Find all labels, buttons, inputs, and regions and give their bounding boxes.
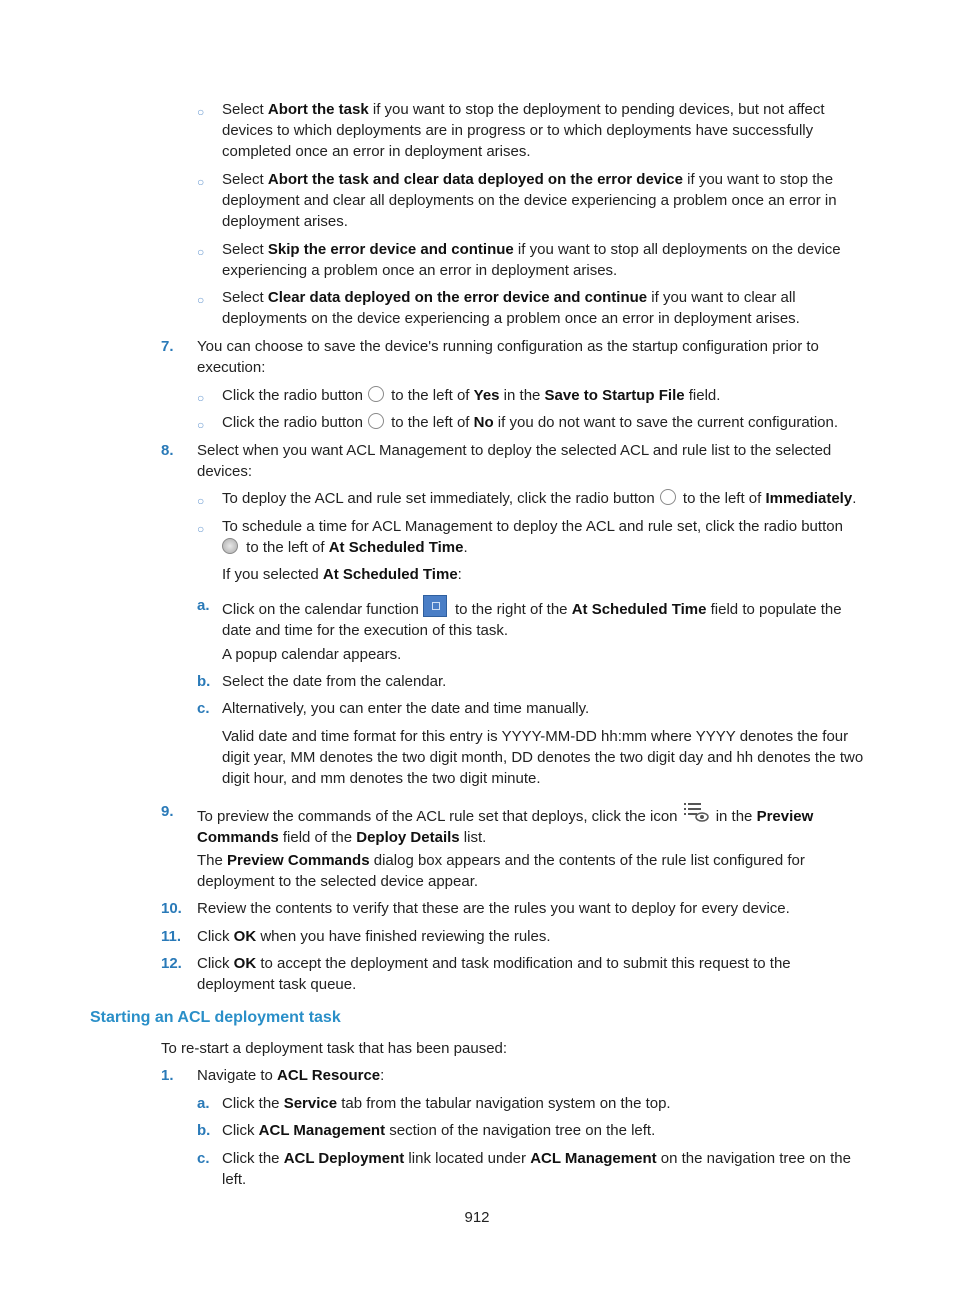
step-number: 10. <box>161 900 182 917</box>
substep-letter: b. <box>197 673 211 690</box>
step-number: 9. <box>161 803 174 820</box>
bullet-icon: ○ <box>197 105 205 119</box>
navigate-step: Navigate to ACL Resource: <box>197 1067 385 1084</box>
radio-button-icon <box>660 489 676 505</box>
acl-management-step: Click ACL Management section of the navigation tree on the left. <box>222 1122 656 1139</box>
substep-letter: c. <box>197 700 210 717</box>
step-8-text: Select when you want ACL Management to deploy the selected ACL and rule list to the selected devices: <box>197 442 832 480</box>
step-11-text: Click OK when you have finished reviewing the rules. <box>197 928 551 945</box>
calendar-icon <box>423 595 447 617</box>
date-format-text: Valid date and time format for this entry is YYYY-MM-DD hh:mm where YYYY denotes the four digit year, MM denotes the two digit month, DD denotes the two digit day and hh denotes the two digit hour, and mm denotes the two digit minute. <box>222 728 864 787</box>
step-number: 11. <box>161 928 182 945</box>
popup-text: A popup calendar appears. <box>222 646 402 663</box>
save-no-instruction: Click the radio button to the left of No if you do not want to save the current configuration. <box>222 414 839 431</box>
bullet-icon: ○ <box>197 418 205 432</box>
option-abort-clear: Select Abort the task and clear data deployed on the error device if you want to stop the deployment and clear all deployments on the device experiencing a problem once an error in deployment arises. <box>222 171 837 230</box>
if-selected-text: If you selected At Scheduled Time: <box>222 566 462 583</box>
bullet-icon: ○ <box>197 522 205 536</box>
step-9-text: To preview the commands of the ACL rule set that deploys, click the icon in the Preview Commands field of the Deploy Details list. <box>197 801 872 848</box>
step-number: 7. <box>161 338 174 355</box>
bullet-icon: ○ <box>197 245 205 259</box>
bullet-icon: ○ <box>197 494 205 508</box>
page-number: 912 <box>464 1209 490 1226</box>
substep-letter: a. <box>197 597 210 614</box>
section-intro: To re-start a deployment task that has been paused: <box>161 1040 508 1057</box>
option-skip-error: Select Skip the error device and continue if you want to stop all deployments on the device experiencing a problem once an error in deployment arises. <box>222 241 841 279</box>
save-yes-instruction: Click the radio button to the left of Yes in the Save to Startup File field. <box>222 387 721 404</box>
substep-letter: a. <box>197 1095 210 1112</box>
select-date-text: Select the date from the calendar. <box>222 673 447 690</box>
radio-button-icon <box>368 413 384 429</box>
step-number: 1. <box>161 1067 174 1084</box>
substep-letter: c. <box>197 1150 210 1167</box>
preview-commands-icon <box>683 801 709 823</box>
bullet-icon: ○ <box>197 175 205 189</box>
step-7-text: You can choose to save the device's running configuration as the startup configuration prior to execution: <box>197 338 819 376</box>
preview-dialog-text: The Preview Commands dialog box appears and the contents of the rule list configured for deployment to the selected device appear. <box>197 852 805 890</box>
step-10-text: Review the contents to verify that these are the rules you want to deploy for every device. <box>197 900 790 917</box>
acl-deployment-step: Click the ACL Deployment link located under ACL Management on the navigation tree on the left. <box>222 1150 851 1188</box>
option-clear-continue: Select Clear data deployed on the error device and continue if you want to clear all deployments on the device experiencing a problem once an error in deployment arises. <box>222 289 800 327</box>
manual-entry-text: Alternatively, you can enter the date and time manually. <box>222 700 590 717</box>
substep-letter: b. <box>197 1122 211 1139</box>
calendar-instruction: Click on the calendar function to the right of the At Scheduled Time field to populate the date and time for the execution of this task. <box>222 595 872 641</box>
bullet-icon: ○ <box>197 391 205 405</box>
scheduled-instruction: To schedule a time for ACL Management to deploy the ACL and rule set, click the radio button to the left of At Scheduled Time. <box>222 518 843 556</box>
step-number: 8. <box>161 442 174 459</box>
immediately-instruction: To deploy the ACL and rule set immediately, click the radio button to the left of Immediately. <box>222 490 857 507</box>
radio-button-icon <box>368 386 384 402</box>
service-tab-step: Click the Service tab from the tabular navigation system on the top. <box>222 1095 671 1112</box>
section-heading: Starting an ACL deployment task <box>90 1009 341 1026</box>
bullet-icon: ○ <box>197 293 205 307</box>
step-number: 12. <box>161 955 182 972</box>
step-12-text: Click OK to accept the deployment and task modification and to submit this request to the deployment task queue. <box>197 955 791 993</box>
radio-button-icon <box>222 538 238 554</box>
option-abort-task: Select Abort the task if you want to stop the deployment to pending devices, but not affect devices to which deployments are in progress or to which deployments have successfully completed once an error in deployment arises. <box>222 101 825 160</box>
